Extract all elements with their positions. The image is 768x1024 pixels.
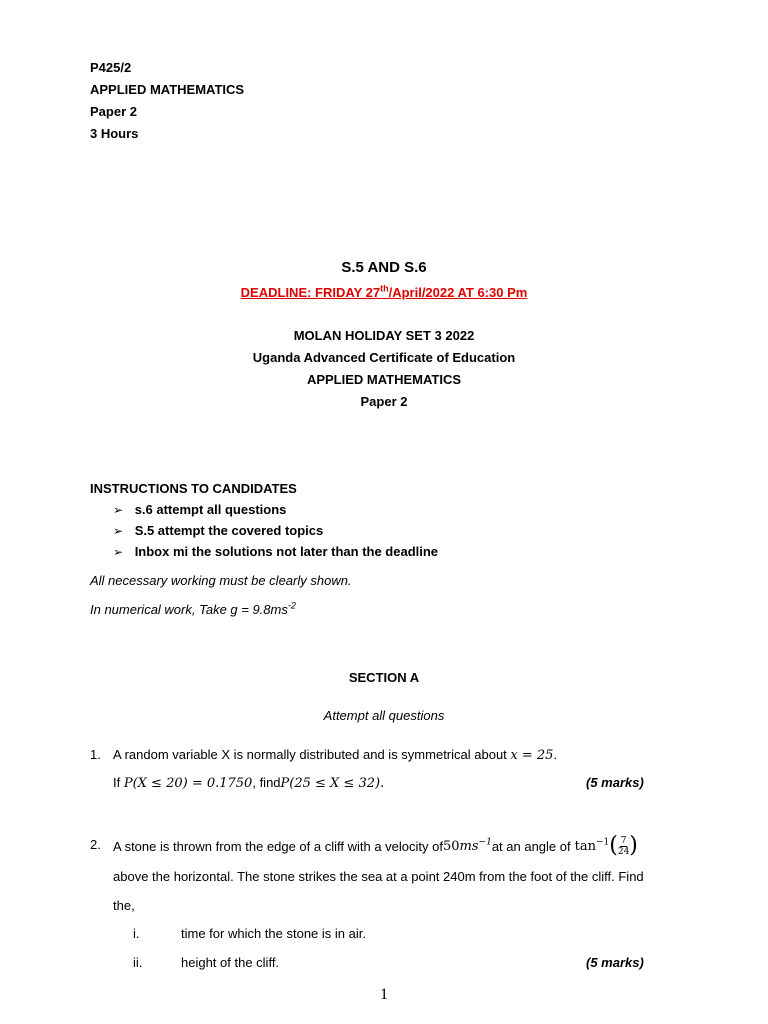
instruction-item <box>113 523 323 538</box>
q2-tan <box>575 839 610 854</box>
q2-fraction <box>618 836 629 857</box>
instruction-text: Inbox mi the solutions not later than the deadline <box>134 544 439 559</box>
instruction-text: s.6 attempt all questions <box>134 502 287 517</box>
working-note: All necessary working must be clearly shown. <box>90 573 352 588</box>
question-2-line-2: above the horizontal. The stone strikes the sea at a point 240m from the foot of the cliff. Find <box>113 869 644 884</box>
set-title: MOLAN HOLIDAY SET 3 2022 <box>293 328 475 343</box>
left-paren-icon: ( <box>609 833 618 858</box>
q1-math-p1: P(X ≤ 20) = 0.1750 <box>123 776 253 791</box>
q2-velocity-value: 50 <box>442 838 460 854</box>
question-2-line-3: the, <box>113 898 135 913</box>
q2-part-text: height of the cliff. <box>181 955 280 970</box>
right-paren-icon: ) <box>629 833 638 858</box>
question-1-number: 1. <box>90 747 101 762</box>
page-number: 1 <box>380 986 388 1003</box>
subject-title: APPLIED MATHEMATICS <box>306 372 462 387</box>
q2-velocity-exp: −1 <box>478 837 492 848</box>
paper-duration: 3 Hours <box>90 126 139 141</box>
classes-heading: S.5 AND S.6 <box>341 259 427 276</box>
q2-part-text: time for which the stone is in air. <box>181 926 366 941</box>
paper-number: Paper 2 <box>90 104 137 119</box>
bullet-arrow-icon: ➢ <box>113 524 124 538</box>
q2-velocity-unit: ms <box>459 838 479 854</box>
bullet-arrow-icon: ➢ <box>113 503 124 517</box>
deadline-sup: th <box>380 283 389 294</box>
q1-find: , find <box>252 775 281 790</box>
q2-tan-exp: −1 <box>595 837 610 848</box>
q2-velocity <box>443 839 492 854</box>
instruction-text: S.5 attempt the covered topics <box>134 523 324 538</box>
q2-frac-den: 24 <box>617 846 630 857</box>
section-title: SECTION A <box>348 670 420 685</box>
paper-code: P425/2 <box>90 60 132 75</box>
question-2-number: 2. <box>90 837 101 852</box>
question-2-marks: (5 marks) <box>586 955 644 970</box>
q2-part-label: ii. <box>133 955 143 970</box>
q1-if: If <box>113 775 124 790</box>
instruction-item <box>113 502 286 517</box>
question-1-line-1 <box>113 747 557 763</box>
q2-text: A stone is thrown from the edge of a cliff with a velocity of <box>113 838 443 854</box>
certificate-title: Uganda Advanced Certificate of Education <box>252 350 516 365</box>
bullet-arrow-icon: ➢ <box>113 545 124 559</box>
q1-text: A random variable X is normally distributed and is symmetrical about <box>113 747 511 762</box>
gravity-note-text: In numerical work, Take g = 9.8ms <box>90 602 288 617</box>
q2-frac-num: 7 <box>620 835 627 846</box>
q2-angle-text: at an angle of <box>491 838 571 854</box>
q1-math-x: x = 25 <box>510 748 554 763</box>
question-1-marks: (5 marks) <box>586 775 644 790</box>
deadline-line <box>0 285 768 300</box>
deadline-prefix: DEADLINE: FRIDAY 27 <box>240 285 381 300</box>
q1-math-p2: P(25 ≤ X ≤ 32). <box>280 776 385 791</box>
q1-period: . <box>553 747 558 762</box>
gravity-note-sup: -2 <box>287 600 296 611</box>
paper-title: Paper 2 <box>360 394 408 409</box>
instruction-item <box>113 544 438 559</box>
gravity-note <box>90 602 296 617</box>
question-2-line-1 <box>113 831 638 861</box>
deadline-suffix: /April/2022 AT 6:30 Pm <box>388 285 528 300</box>
q2-tan-fn: tan <box>574 838 596 854</box>
section-subtitle: Attempt all questions <box>323 708 445 723</box>
instructions-heading: INSTRUCTIONS TO CANDIDATES <box>90 481 297 496</box>
q2-part-label: i. <box>133 926 140 941</box>
question-1-line-2 <box>113 775 384 791</box>
paper-subject: APPLIED MATHEMATICS <box>90 82 245 97</box>
